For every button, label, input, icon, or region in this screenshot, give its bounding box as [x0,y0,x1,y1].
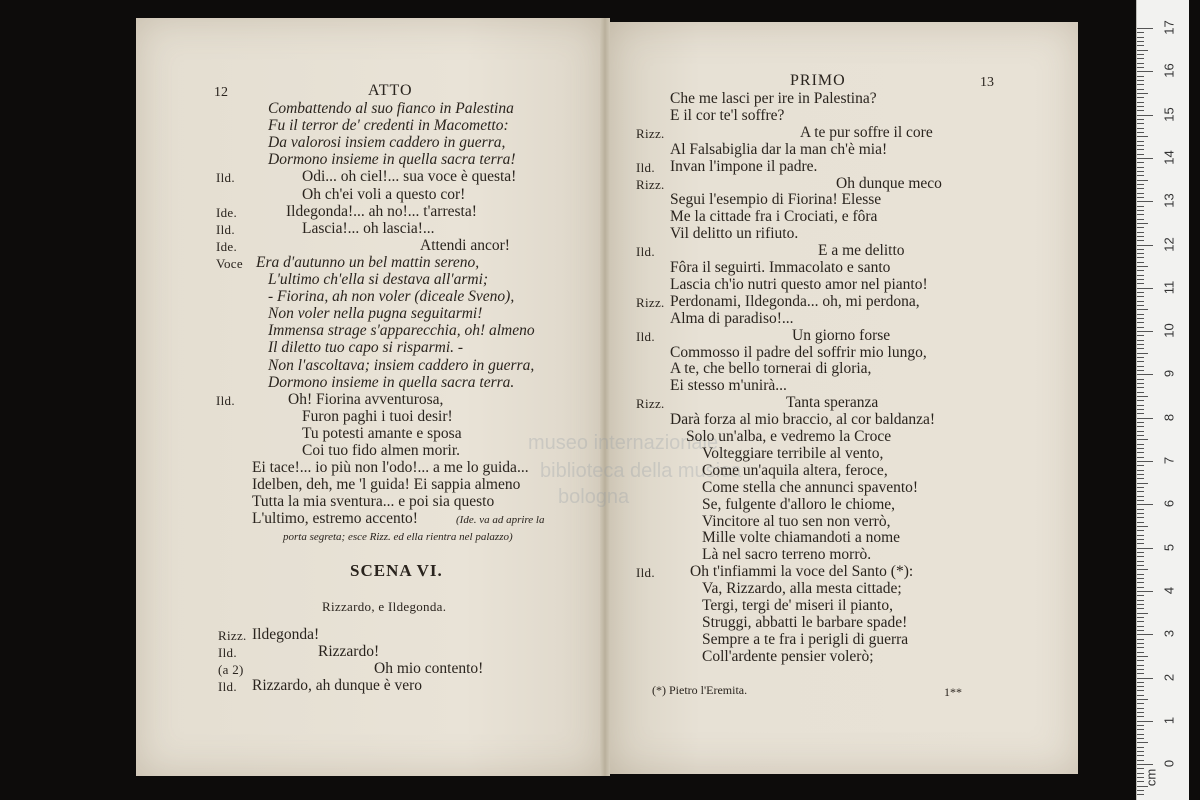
ruler-tick [1137,595,1144,596]
verse-line: Oh dunque meco [836,174,942,192]
ruler-tick [1137,214,1144,215]
verse-line: Alma di paradiso!... [670,309,794,327]
verse-line: Lascia!... oh lascia!... [302,219,435,237]
ruler-tick [1137,115,1153,116]
ruler-tick [1137,678,1153,679]
ruler-number: 11 [1161,280,1177,295]
ruler-tick [1137,509,1144,510]
right-running-head: PRIMO [790,72,846,89]
ruler-tick [1137,84,1144,85]
ruler-tick [1137,656,1148,657]
verse-line: Sempre a te fra i perigli di guerra [702,630,909,648]
ruler-tick [1137,574,1144,575]
ruler-tick [1137,712,1144,713]
ruler-tick [1137,283,1144,284]
ruler-tick [1137,262,1144,263]
ruler-number: 2 [1161,673,1177,681]
speaker-label: Rizz. [636,125,665,141]
verse-line: A te, che bello tornerai di gloria, [670,360,872,378]
ruler-tick [1137,279,1144,280]
ruler-tick [1137,309,1148,310]
ruler-tick [1137,535,1144,536]
verse-line: Se, fulgente d'alloro le chiome, [702,495,896,513]
ruler-tick [1137,578,1144,579]
speaker-label: Ild. [218,679,237,694]
verse-line: Oh ch'ei voli a questo cor! [302,185,466,203]
ruler-tick [1137,409,1144,410]
dialogue-line: Rizzardo! [318,643,380,660]
verse-line: E il cor te'l soffre? [670,106,785,124]
ruler-tick [1137,552,1144,553]
verse-line: E a me delitto [818,242,905,260]
ruler-tick [1137,556,1144,557]
ruler-tick [1137,457,1144,458]
ruler-tick [1137,716,1144,717]
ruler-tick [1137,149,1144,150]
ruler-number: 13 [1161,193,1177,208]
ruler-tick [1137,171,1144,172]
verse-line: Furon paghi i tuoi desir! [302,407,453,425]
ruler-tick [1137,703,1144,704]
ruler-tick [1137,292,1144,293]
verse-line: L'ultimo, estremo accento! [252,510,418,528]
verse-line: Era d'autunno un bel mattin sereno, [256,253,480,271]
verse-line: Che me lasci per ire in Palestina? [670,90,877,107]
ruler-tick [1137,708,1144,709]
speaker-label: Rizz. [636,294,665,310]
ruler-tick [1137,314,1144,315]
ruler-tick [1137,119,1144,120]
ruler-tick [1137,387,1144,388]
verse-line: Darà forza al mio braccio, al cor baldanza! [670,411,936,429]
ruler-tick [1137,67,1144,68]
ruler-tick [1137,132,1144,133]
verse-line: Ei tace!... io più non l'odo!... a me lo guida... [252,459,529,477]
ruler-tick [1137,587,1144,588]
verse-line: Ei stesso m'unirà... [670,377,787,395]
watermark-line-3: bologna [558,486,630,508]
footnote: (*) Pietro l'Eremita. [652,683,748,697]
ruler-tick [1137,383,1144,384]
ruler-number: 6 [1161,500,1177,508]
verse-line: Dormono insieme in quella sacra terra! [268,151,516,169]
verse-line: Idelben, deh, me 'l guida! Ei sappia almeno [252,476,521,494]
ruler-tick [1137,738,1144,739]
ruler-tick [1137,639,1144,640]
ruler-tick [1137,145,1144,146]
measurement-ruler [1136,0,1189,800]
verse-line: Segui l'esempio di Fiorina! Elesse [670,191,882,209]
ruler-tick [1137,184,1144,185]
verse-line: Ildegonda!... ah no!... t'arresta! [286,202,477,220]
ruler-tick [1137,626,1144,627]
ruler-tick [1137,353,1148,354]
ruler-tick [1137,240,1144,241]
ruler-tick [1137,106,1144,107]
ruler-tick [1137,227,1144,228]
ruler-tick [1137,45,1144,46]
verse-line: Vincitore al tuo sen non verrò, [702,512,891,530]
ruler-tick [1137,301,1144,302]
ruler-tick [1137,452,1144,453]
ruler-tick [1137,288,1153,289]
ruler-tick [1137,526,1148,527]
ruler-number: 4 [1161,586,1177,595]
left-running-head: ATTO [368,82,413,99]
ruler-number: 12 [1161,236,1177,252]
ruler-tick [1137,747,1144,748]
verse-line: Dormono insieme in quella sacra terra. [268,373,515,391]
verse-line: Il diletto tuo capo si risparmi. - [268,339,464,357]
speaker-label: Rizz. [636,176,665,192]
ruler-tick [1137,790,1144,791]
verse-line: Solo un'alba, e vedremo la Croce [686,428,892,445]
book-gutter [600,18,610,776]
ruler-tick [1137,634,1153,635]
verse-line: Come stella che annunci spavento! [702,478,919,496]
verse-line: Vil delitto un rifiuto. [670,225,799,243]
ruler-tick [1137,331,1153,332]
ruler-number: 7 [1161,456,1177,465]
ruler-number: 17 [1161,20,1177,35]
ruler-tick [1137,141,1144,142]
ruler-tick [1137,28,1153,29]
ruler-tick [1137,275,1144,276]
verse-line: Va, Rizzardo, alla mesta cittade; [702,580,902,598]
watermark-line-1: museo internazionale [528,432,719,454]
speaker-label: Ild. [636,244,655,260]
ruler-tick [1137,461,1153,462]
ruler-tick [1137,465,1144,466]
signature-mark: 1** [944,685,962,699]
ruler-tick [1137,102,1144,103]
ruler-tick [1137,162,1144,163]
ruler-tick [1137,496,1144,497]
ruler-number: 1 [1161,716,1177,724]
verse-line: Coll'ardente pensier volerò; [702,647,874,665]
ruler-tick [1137,93,1148,94]
verse-line: Là nel sacro terreno morrò. [702,546,872,564]
ruler-tick [1137,210,1144,211]
speaker-label: Rizz. [218,628,247,643]
ruler-tick [1137,483,1148,484]
ruler-tick [1137,600,1144,601]
ruler-tick [1137,97,1144,98]
ruler-tick [1137,734,1144,735]
ruler-number: 5 [1161,543,1177,551]
ruler-tick [1137,522,1144,523]
verse-line: Odi... oh ciel!... sua voce è questa! [302,168,517,186]
scene-characters: Rizzardo, e Ildegonda. [322,599,447,614]
ruler-tick [1137,405,1144,406]
ruler-tick [1137,561,1144,562]
ruler-tick [1137,669,1144,670]
ruler-tick [1137,418,1153,419]
ruler-tick [1137,682,1144,683]
ruler-tick [1137,253,1144,254]
verse-line: Struggi, abbatti le barbare spade! [702,613,908,631]
verse-line: Come un'aquila altera, feroce, [702,461,888,479]
ruler-tick [1137,370,1144,371]
dialogue-line: Oh mio contento! [374,660,484,677]
speaker-label: Rizz. [636,396,665,412]
ruler-tick [1137,721,1153,722]
ruler-number: 16 [1161,63,1177,79]
ruler-tick [1137,725,1144,726]
ruler-tick [1137,89,1144,90]
ruler-number: 10 [1161,323,1177,338]
ruler-tick [1137,110,1144,111]
ruler-tick [1137,582,1144,583]
ruler-tick [1137,392,1144,393]
left-page-number: 12 [214,85,228,100]
speaker-label: Ild. [216,170,235,186]
ruler-tick [1137,219,1144,220]
ruler-tick [1137,63,1144,64]
ruler-tick [1137,158,1153,159]
ruler-tick [1137,340,1144,341]
ruler-tick [1137,760,1144,761]
ruler-tick [1137,647,1144,648]
verse-line: A te pur soffre il core [800,123,933,141]
ruler-tick [1137,426,1144,427]
verse-line: Un giorno forse [792,326,891,344]
ruler-tick [1137,175,1144,176]
right-page-number: 13 [980,75,994,90]
ruler-tick [1137,374,1153,375]
ruler-tick [1137,652,1144,653]
ruler-tick [1137,751,1144,752]
verse-line: Perdonami, Ildegonda... oh, mi perdona, [670,292,920,310]
ruler-tick [1137,193,1144,194]
speaker-label: Ild. [216,221,235,237]
ruler-tick [1137,318,1144,319]
ruler-tick [1137,548,1153,549]
verse-line: Oh t'infiammi la voce del Santo (*): [690,563,914,581]
ruler-tick [1137,686,1144,687]
ruler-tick [1137,80,1144,81]
speaker-label: Ild. [636,565,655,581]
ruler-tick [1137,400,1144,401]
ruler-tick [1137,335,1144,336]
ruler-number: 9 [1161,370,1177,378]
watermark-line-2: biblioteca della musica [540,460,742,482]
ruler-tick [1137,444,1144,445]
ruler-tick [1137,690,1144,691]
dialogue-line: Rizzardo, ah dunque è vero [252,677,423,694]
ruler-number: 14 [1161,150,1177,165]
ruler-tick [1137,71,1153,72]
ruler-tick [1137,665,1144,666]
ruler-tick [1137,357,1144,358]
speaker-label: Ild. [636,328,655,344]
ruler-tick [1137,474,1144,475]
ruler-tick [1137,201,1153,202]
ruler-tick [1137,660,1144,661]
ruler-tick [1137,123,1144,124]
ruler-number: 0 [1161,759,1177,768]
speaker-label: Ild. [218,645,237,660]
ruler-tick [1137,504,1153,505]
ruler-tick [1137,513,1144,514]
ruler-tick [1137,32,1144,33]
ruler-tick [1137,565,1144,566]
ruler-tick [1137,673,1144,674]
ruler-tick [1137,154,1144,155]
verse-line: Tanta speranza [786,394,879,412]
verse-line: Oh! Fiorina avventurosa, [288,390,444,408]
verse-line: Attendi ancor! [420,236,510,254]
ruler-tick [1137,695,1144,696]
ruler-tick [1137,249,1144,250]
verse-line: Immensa strage s'apparecchia, oh! almeno [268,322,535,340]
ruler-tick [1137,76,1144,77]
ruler-tick [1137,617,1144,618]
ruler-tick [1137,366,1144,367]
ruler-tick [1137,197,1144,198]
stage-direction-1: (Ide. va ad aprire la [456,514,545,526]
ruler-tick [1137,58,1144,59]
dialogue-line: Ildegonda! [252,626,320,643]
ruler-tick [1137,608,1144,609]
ruler-tick [1137,755,1144,756]
ruler-tick [1137,136,1148,137]
verse-line: Tutta la mia sventura... e poi sia questo [252,493,495,511]
ruler-tick [1137,128,1144,129]
speaker-label: Ide. [216,238,238,254]
verse-line: Invan l'impone il padre. [670,157,818,175]
ruler-tick [1137,591,1153,592]
speaker-label: Voce [216,255,243,271]
ruler-tick [1137,41,1144,42]
ruler-tick [1137,435,1144,436]
verse-line: Non voler nella pugna seguitarmi! [268,305,483,323]
ruler-number: 15 [1161,106,1177,122]
verse-line: Commosso il padre del soffrir mio lungo, [670,343,927,361]
verse-line: - Fiorina, ah non voler (diceale Sveno), [268,288,515,306]
ruler-tick [1137,223,1148,224]
ruler-tick [1137,305,1144,306]
ruler-tick [1137,543,1144,544]
ruler-tick [1137,478,1144,479]
stage-direction-2: porta segreta; esce Rizz. ed ella rientra nel palazzo) [283,531,513,543]
ruler-tick [1137,361,1144,362]
verse-line: Da valorosi insiem caddero in guerra, [268,134,506,152]
ruler-tick [1137,794,1144,795]
ruler-tick [1137,180,1148,181]
verse-line: L'ultimo ch'ella si destava all'armi; [268,271,489,288]
verse-line: Lascia ch'io nutri questo amor nel pianto! [670,275,928,293]
ruler-tick [1137,50,1148,51]
verse-line: Tu potesti amante e sposa [302,424,462,442]
speaker-label: Ild. [216,392,235,408]
ruler-tick [1137,729,1144,730]
ruler-tick [1137,327,1144,328]
verse-line: Non l'ascoltava; insiem caddero in guerra, [268,356,535,374]
ruler-tick [1137,431,1144,432]
ruler-tick [1137,54,1144,55]
speaker-label: Ild. [636,159,655,175]
verse-line: Mille volte chiamandoti a nome [702,529,901,547]
ruler-tick [1137,530,1144,531]
ruler-tick [1137,379,1144,380]
ruler-tick [1137,236,1144,237]
ruler-tick [1137,322,1144,323]
speaker-label: (a 2) [218,662,244,677]
ruler-tick [1137,348,1144,349]
ruler-tick [1137,470,1144,471]
ruler-tick [1137,37,1144,38]
ruler-tick [1137,643,1144,644]
ruler-tick [1137,487,1144,488]
speaker-label: Ide. [216,204,238,220]
ruler-tick [1137,296,1144,297]
ruler-tick [1137,413,1144,414]
ruler-tick [1137,206,1144,207]
ruler-tick [1137,232,1144,233]
ruler-tick [1137,188,1144,189]
ruler-tick [1137,613,1148,614]
ruler-tick [1137,517,1144,518]
ruler-tick [1137,539,1144,540]
verse-line: Combattendo al suo fianco in Palestina [268,100,514,117]
ruler-tick [1137,491,1144,492]
ruler-tick [1137,569,1148,570]
verse-line: Al Falsabiglia dar la man ch'è mia! [670,140,888,158]
ruler-tick [1137,344,1144,345]
ruler-tick [1137,439,1148,440]
ruler-tick [1137,448,1144,449]
ruler-tick [1137,266,1148,267]
ruler-tick [1137,742,1148,743]
ruler-tick [1137,604,1144,605]
scene-title: SCENA VI. [350,561,443,580]
ruler-tick [1137,422,1144,423]
ruler-unit: cm [1143,768,1159,787]
verse-line: Fu il terror de' credenti in Macometto: [268,117,509,135]
ruler-tick [1137,396,1148,397]
ruler-tick [1137,500,1144,501]
ruler-tick [1137,621,1144,622]
ruler-tick [1137,257,1144,258]
ruler-tick [1137,270,1144,271]
ruler-tick [1137,764,1153,765]
verse-line: Coi tuo fido almen morir. [302,442,460,459]
ruler-tick [1137,630,1144,631]
ruler-tick [1137,245,1153,246]
ruler-number: 8 [1161,413,1177,421]
ruler-tick [1137,167,1144,168]
ruler-number: 3 [1161,630,1177,638]
verse-line: Me la cittade fra i Crociati, e fôra [670,208,878,226]
ruler-tick [1137,699,1148,700]
verse-line: Volteggiare terribile al vento, [702,444,884,462]
verse-line: Fôra il seguirti. Immacolato e santo [670,259,891,276]
verse-line: Tergi, tergi de' miseri il pianto, [702,597,893,614]
